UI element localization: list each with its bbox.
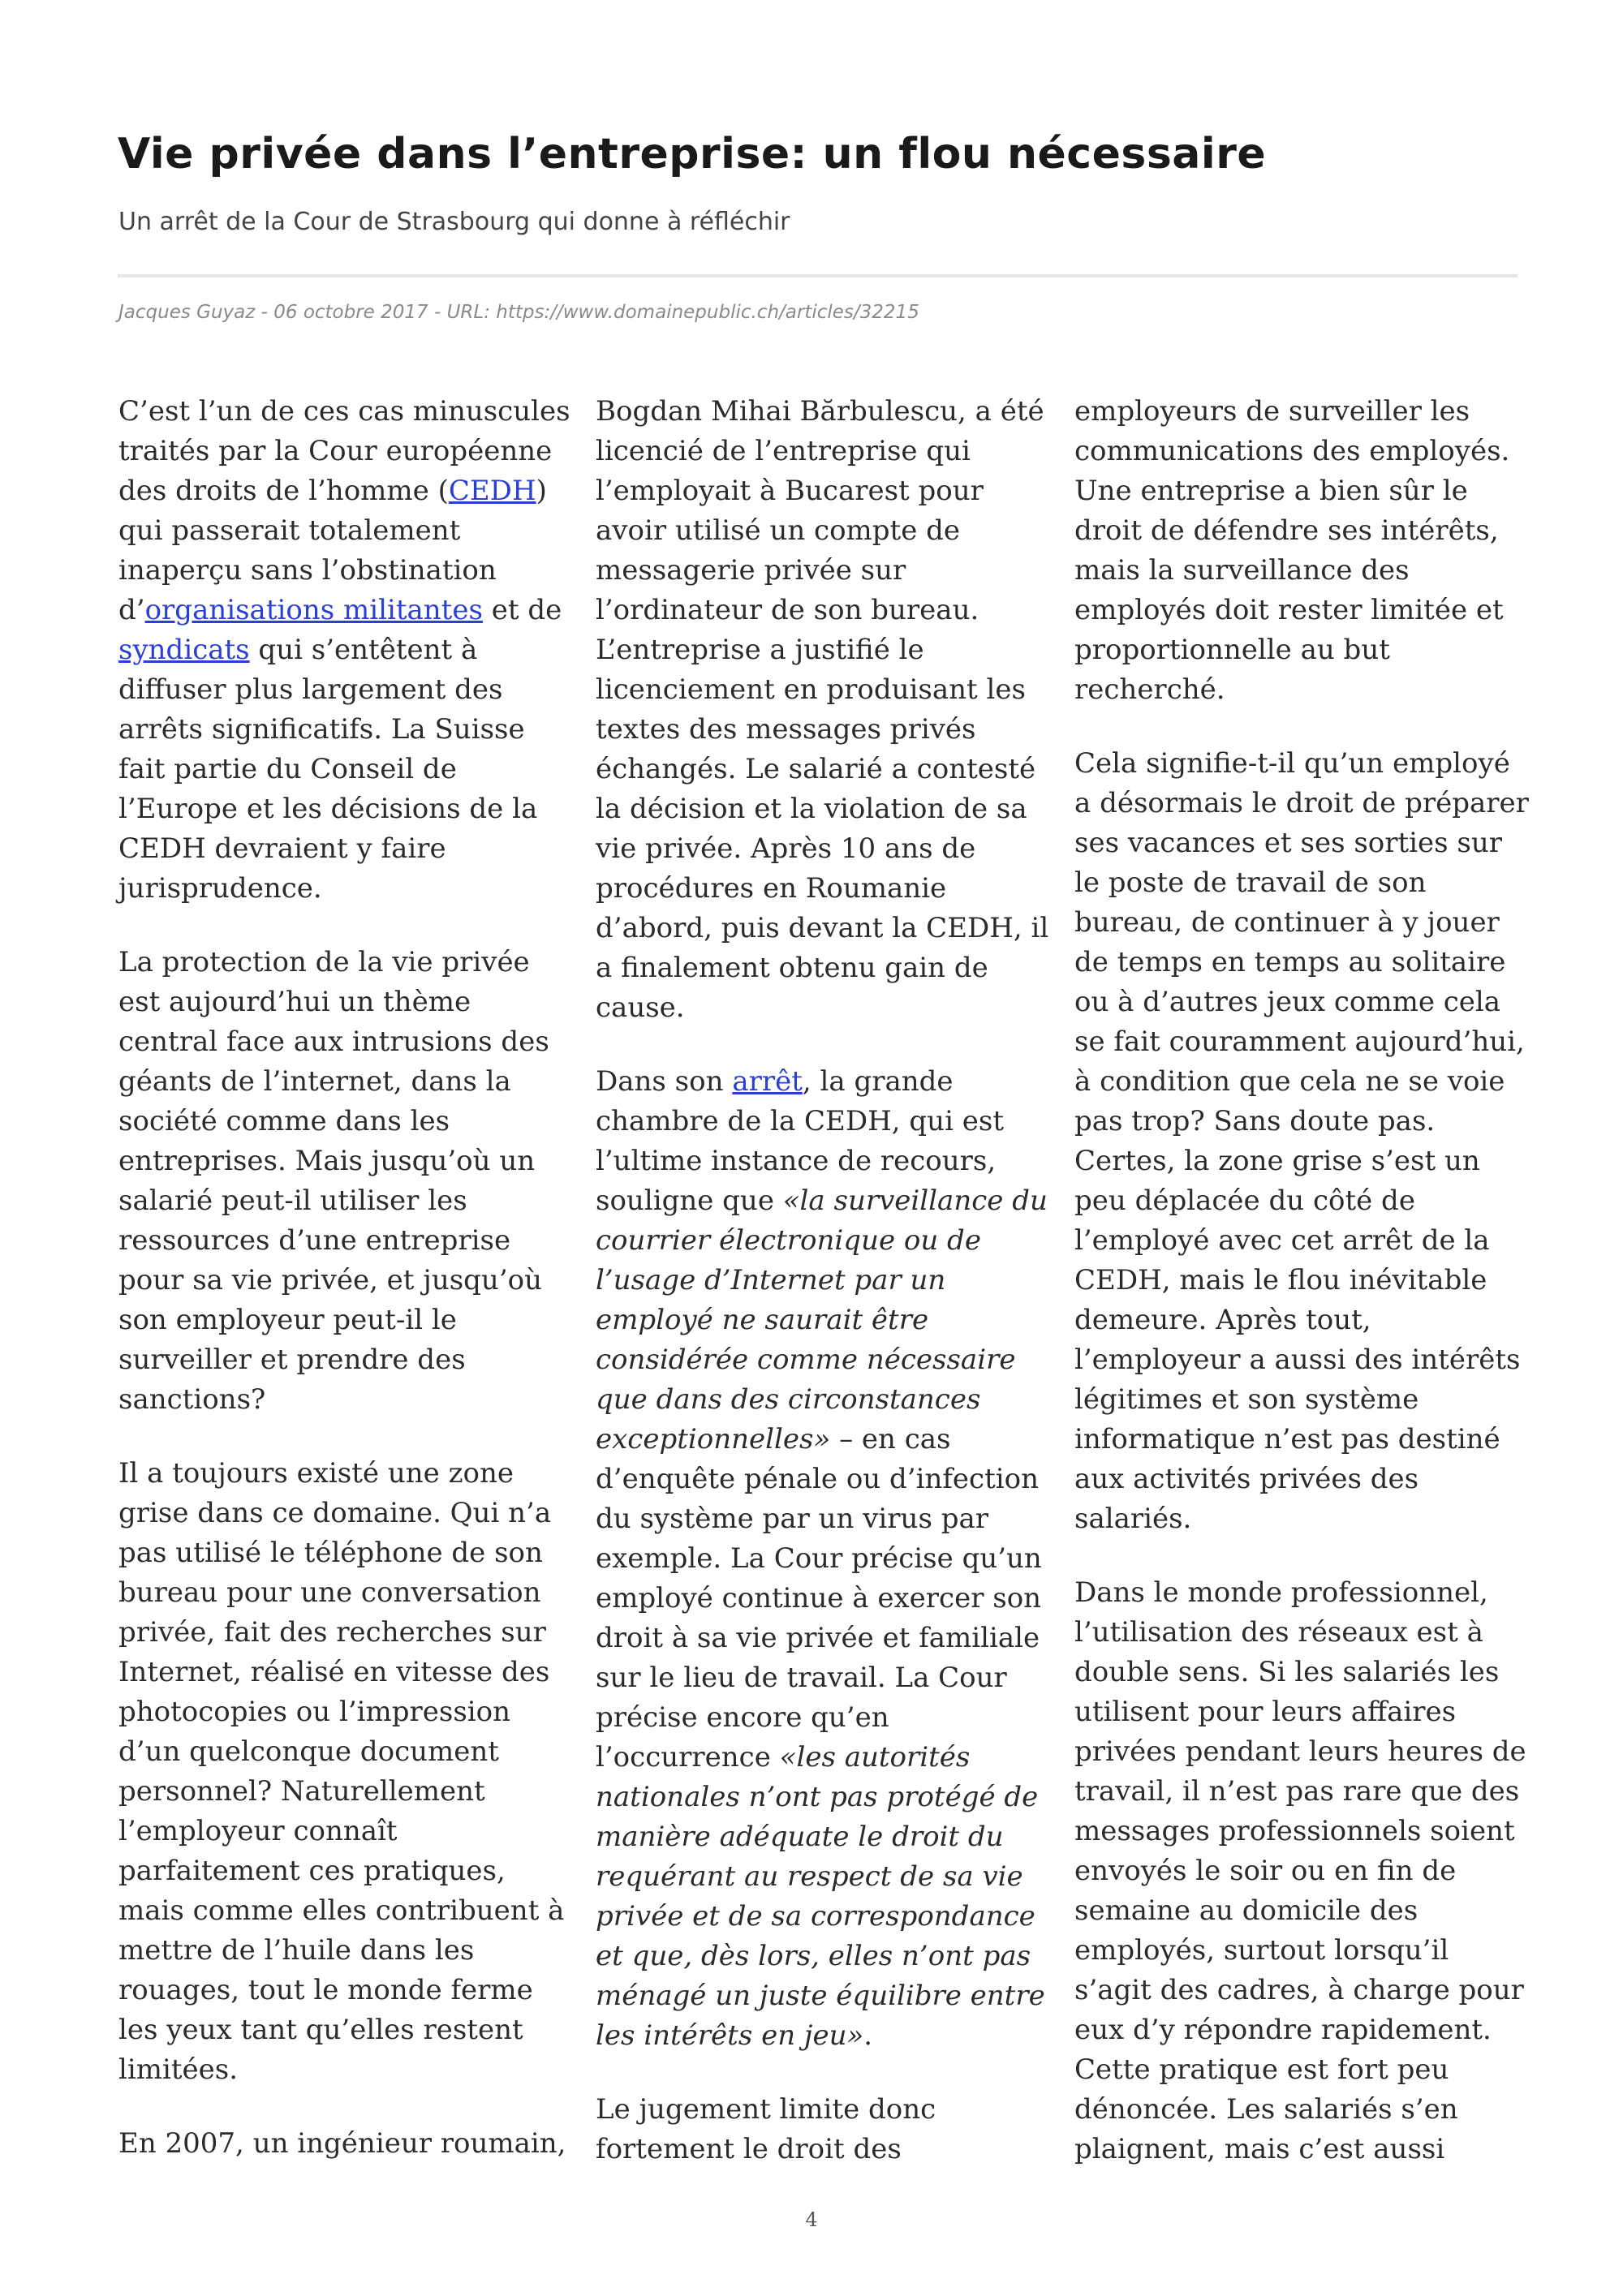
syndicats-link[interactable]: syndicats [118,634,250,666]
court-quote: «la surveillance du courrier électronique ou de l’usage d’Internet par un employé ne saurait être considérée comme nécessaire que dans des circonstances exceptionnelles» [596,1185,1048,1455]
paragraph: Cela signifie-t-il qu’un employé a désormais le droit de préparer ses vacances et ses sorties sur le poste de travail de son bureau, de continuer à y jouer de temps en temps au solitaire ou à d’autres jeux comme cela se fait couramment aujourd’hui, à condition que cela ne se voie pas trop? Sans doute pas. Certes, la zone grise s’est un peu déplacée du côté de l’employé avec cet arrêt de la CEDH, mais le flou inévitable demeure. Après tout, l’employeur a aussi des intérêts légitimes et son système informatique n’est pas destiné aux activités privées des salariés. [1074,747,1529,1535]
arret-link[interactable]: arrêt [732,1065,803,1098]
text-run: , la grande chambre de la CEDH, qui est l’ultime instance de recours, souligne que [596,1065,1004,1217]
article-title: Vie privée dans l’entreprise: un flou nécessaire [118,130,1267,178]
text-run: Dans son [596,1065,733,1098]
article-subtitle: Un arrêt de la Cour de Strasbourg qui donne à réfléchir [118,208,790,236]
text-column-1 [118,392,573,2198]
text-run: . [863,2019,873,2052]
cedh-link[interactable]: CEDH [448,475,536,507]
paragraph: Bogdan Mihai Bărbulescu, a été licencié de l’entreprise qui l’employait à Bucarest pour avoir utilisé un compte de messagerie privée sur l’ordinateur de son bureau. L’entreprise a justifié le licenciement en produisant les textes des messages privés échangés. Le salarié a contesté la décision et la violation de sa vie privée. Après 10 ans de procédures en Roumanie d’abord, puis devant la CEDH, il a finalement obtenu gain de cause. [596,395,1049,1024]
paragraph: Il a toujours existé une zone grise dans ce domaine. Qui n’a pas utilisé le téléphone de son bureau pour une conversation privée, fait des recherches sur Internet, réalisé en vitesse des photocopies ou l’impression d’un quelconque document personnel? Naturellement l’employeur connaît parfaitement ces pratiques, mais comme elles contribuent à mettre de l’huile dans les rouages, tout le monde ferme les yeux tant qu’elles restent limitées. [118,1457,565,2086]
paragraph [118,392,573,909]
text-column-2 [596,392,1050,2204]
paragraph: employeurs de surveiller les communications des employés. Une entreprise a bien sûr le droit de défendre ses intérêts, mais la surveillance des employés doit rester limitée et proportionnelle au but recherché. [1074,395,1510,706]
article-meta: Jacques Guyaz - 06 octobre 2017 - URL: https://www.domainepublic.ch/articles/32215 [118,302,919,323]
page-number: 4 [805,2208,818,2231]
paragraph [596,1062,1050,2056]
paragraph: La protection de la vie privée est aujourd’hui un thème central face aux intrusions des géants de l’internet, dans la société comme dans les entreprises. Mais jusqu’où un salarié peut-il utiliser les ressources d’une entreprise pour sa vie privée, et jusqu’où son employeur peut-il le surveiller et prendre des sanctions? [118,946,549,1416]
paragraph: Dans le monde professionnel, l’utilisation des réseaux est à double sens. Si les salariés les utilisent pour leurs affaires privées pendant leurs heures de travail, il n’est pas rare que des messages professionnels soient envoyés le soir ou en fin de semaine au domicile des employés, surtout lorsqu’il s’agit des cadres, à charge pour eux d’y répondre rapidement. Cette pratique est fort peu dénoncée. Les salariés s’en plaignent, mais c’est aussi [1074,1576,1526,2165]
text-run: ) qui passerait totalement inaperçu sans l’obstination d’ [118,475,547,626]
text-run: et de [482,594,562,626]
paragraph: Le jugement limite donc fortement le droit des [596,2093,936,2165]
paragraph: En 2007, un ingénieur roumain, [118,2127,566,2160]
text-run: C’est l’un de ces cas minuscules traités par la Cour européenne des droits de l’homme ( [118,395,570,507]
organisations-militantes-link[interactable]: organisations militantes [144,594,483,626]
text-run: – en cas d’enquête pénale ou d’infection du système par un virus par exemple. La Cour précise qu’un employé continue à exercer son droit à sa vie privée et familiale sur le lieu de travail. La Cour précise encore qu’en l’occurrence [596,1423,1042,1774]
text-column-3 [1074,392,1529,2204]
court-quote: «les autorités nationales n’ont pas protégé de manière adéquate le droit du requérant au respect de sa vie privée et de sa correspondance et que, dès lors, elles n’ont pas ménagé un juste équilibre entre les intérêts en jeu» [596,1741,1045,2052]
header-divider [118,274,1518,277]
text-run: qui s’entêtent à diffuser plus largement des arrêts significatifs. La Suisse fait partie du Conseil de l’Europe et les décisions de la CEDH devraient y faire jurisprudence. [118,634,538,905]
